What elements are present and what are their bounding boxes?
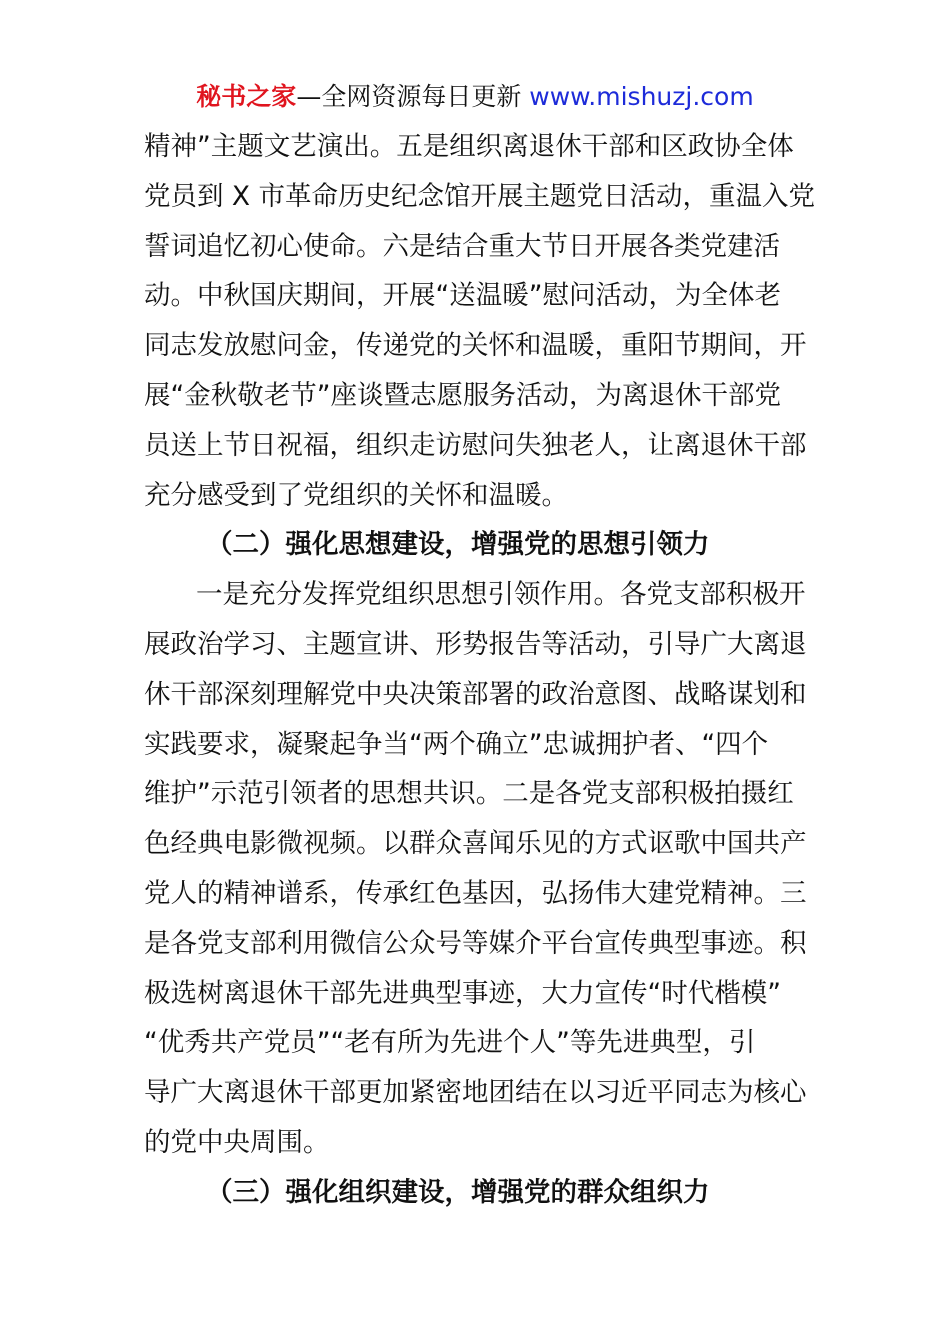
body-line: 充分感受到了党组织的关怀和温暖。 (144, 479, 568, 511)
body-line: 的党中央周围。 (144, 1126, 330, 1158)
body-line: 展政治学习、主题宣讲、形势报告等活动，引导广大离退 (144, 628, 807, 660)
body-line: 极选树离退休干部先进典型事迹，大力宣传“时代楷模” (144, 977, 781, 1009)
document-body (144, 122, 816, 1218)
body-line: 是各党支部利用微信公众号等媒介平台宣传典型事迹。积 (144, 927, 807, 959)
header-tagline: —全网资源每日更新 (296, 82, 530, 111)
body-line: 导广大离退休干部更加紧密地团结在以习近平同志为核心 (144, 1077, 807, 1109)
body-line: 精神”主题文艺演出。五是组织离退休干部和区政协全体 (144, 131, 794, 162)
body-line: 誓词追忆初心使命。六是结合重大节日开展各类党建活 (144, 230, 780, 262)
site-url[interactable]: www.mishuzj.com (529, 82, 754, 111)
section-heading-3: （三）强化组织建设，增强党的群众组织力 (206, 1176, 710, 1208)
brand-name: 秘书之家 (196, 82, 297, 111)
body-line: 党员到 X 市革命历史纪念馆开展主题党日活动，重温入党 (144, 180, 816, 212)
body-line: 休干部深刻理解党中央决策部署的政治意图、战略谋划和 (144, 678, 807, 710)
body-line: 一是充分发挥党组织思想引领作用。各党支部积极开 (196, 579, 806, 611)
site-header (0, 80, 950, 114)
body-line: 党人的精神谱系，传承红色基因，弘扬伟大建党精神。三 (144, 877, 807, 909)
body-line: 展“金秋敬老节”座谈暨志愿服务活动，为离退休干部党 (144, 379, 781, 411)
section-heading-2: （二）强化思想建设，增强党的思想引领力 (206, 529, 710, 561)
body-line: 色经典电影微视频。以群众喜闻乐见的方式讴歌中国共产 (144, 828, 807, 860)
body-line: 动。中秋国庆期间，开展“送温暖”慰问活动，为全体老 (144, 280, 781, 312)
body-line: “优秀共产党员”“老有所为先进个人”等先进典型，引 (144, 1027, 756, 1059)
body-line: 实践要求，凝聚起争当“两个确立”忠诚拥护者、“四个 (144, 728, 769, 760)
body-line: 同志发放慰问金，传递党的关怀和温暖，重阳节期间，开 (144, 330, 807, 362)
body-line: 维护”示范引领者的思想共识。二是各党支部积极拍摄红 (144, 778, 794, 810)
body-line: 员送上节日祝福，组织走访慰问失独老人，让离退休干部 (144, 429, 807, 461)
